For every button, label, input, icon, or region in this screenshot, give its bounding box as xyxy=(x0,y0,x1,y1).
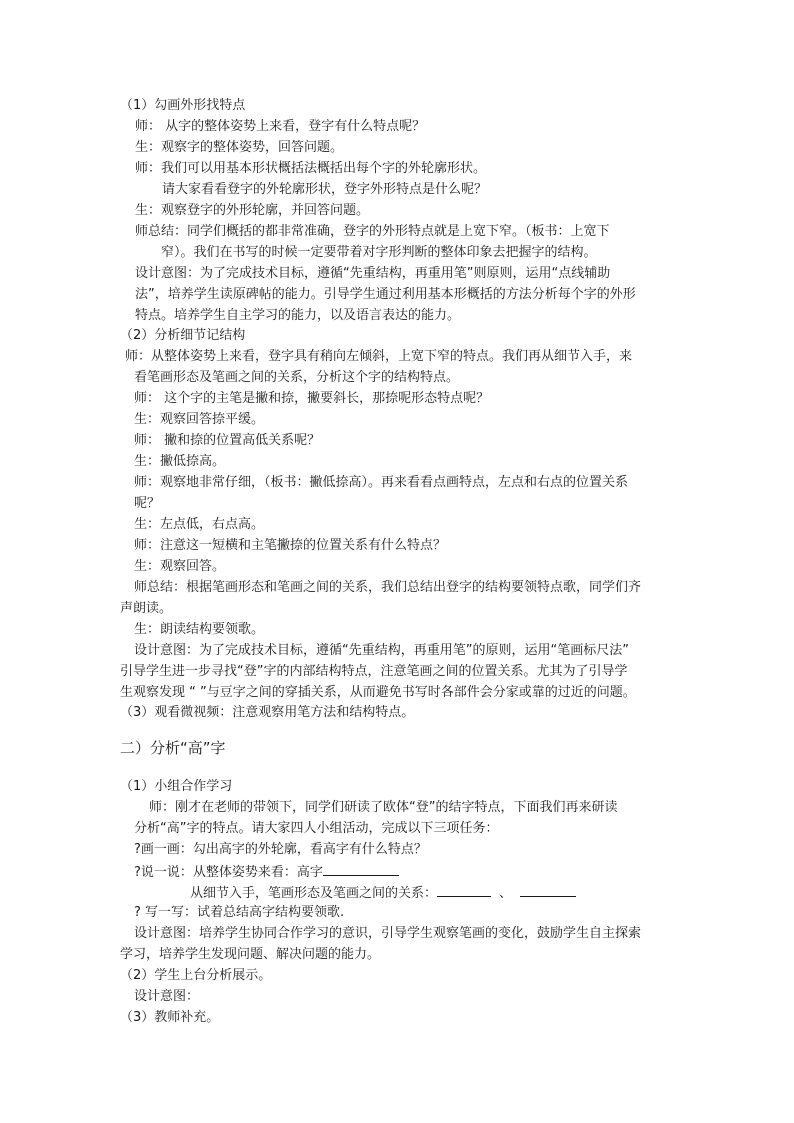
paragraph-line: 特点。培养学生自主学习的能力，以及语言表达的能力。 xyxy=(135,308,461,323)
paragraph-line: 师： 从字的整体姿势上来看，登字有什么特点呢？ xyxy=(135,119,426,134)
paragraph-line: 窄）。我们在书写的时候一定要带着对字形判断的整体印象去把握字的结构。 xyxy=(161,245,597,260)
paragraph-line: 师：刚才在老师的带领下，同学们研读了欧体“登”的结字特点，下面我们再来研读 xyxy=(149,800,618,815)
subsection-title: （2）学生上台分析展示。 xyxy=(120,968,272,983)
paragraph-line: 声朗读。 xyxy=(120,601,173,616)
paragraph-line: 分析“高”字的特点。请大家四人小组活动，完成以下三项任务： xyxy=(134,821,499,836)
paragraph-line: 法”，培养学生读原碑帖的能力。引导学生通过利用基本形概括的方法分析每个字的外形 xyxy=(135,287,636,302)
paragraph-line: 生：观察回答。 xyxy=(134,559,226,574)
task-line: ?画一画：勾出高字的外轮廓，看高字有什么特点？ xyxy=(134,842,427,857)
paragraph-line: 师：观察地非常仔细，（板书：撇低捺高）。再来看看点画特点，左点和右点的位置关系 xyxy=(134,475,629,490)
paragraph-line: 生观察发现 “ ”与豆字之间的穿插关系，从而避免书写时各部件会分家或靠的过近的问题。 xyxy=(120,685,636,700)
answer-blank[interactable] xyxy=(520,882,576,897)
subsection-title: （1）小组合作学习 xyxy=(120,779,233,794)
task-line xyxy=(134,861,399,883)
task-line: ? 写一写：试着总结高字结构要领歌. xyxy=(134,905,345,920)
paragraph-line: 师：注意这一短横和主笔撇捺的位置关系有什么特点？ xyxy=(134,538,447,553)
subsection-title: （3）教师补充。 xyxy=(120,1010,220,1025)
section-2-title: （2）分析细节记结构 xyxy=(120,328,246,343)
task-text: ?说一说：从整体姿势来看：高字 xyxy=(134,865,323,880)
paragraph-line: 呢？ xyxy=(134,496,161,511)
paragraph-line: 师：从整体姿势上来看，登字具有稍向左倾斜，上宽下窄的特点。我们再从细节入手，来 xyxy=(125,349,633,364)
separator: 、 xyxy=(499,886,513,901)
paragraph-line: 生：朗读结构要领歌。 xyxy=(134,622,265,637)
paragraph-line: 师总结：根据笔画形态和笔画之间的关系，我们总结出登字的结构要领特点歌，同学们齐 xyxy=(134,580,642,595)
paragraph-line: 生：观察登字的外形轮廓，并回答问题。 xyxy=(135,203,370,218)
answer-blank[interactable] xyxy=(437,882,491,897)
paragraph-line: 请大家看看登字的外轮廓形状，登字外形特点是什么呢？ xyxy=(162,182,488,197)
paragraph-line: 设计意图：培养学生协同合作学习的意识，引导学生观察笔画的变化，鼓励学生自主探索 xyxy=(134,926,642,941)
paragraph-line: 设计意图： xyxy=(134,989,200,1004)
paragraph-line: 师： 这个字的主笔是撇和捺，撇要斜长，那捺呢形态特点呢？ xyxy=(134,391,490,406)
paragraph-line: 师：我们可以用基本形状概括法概括出每个字的外轮廓形状。 xyxy=(135,161,487,176)
answer-blank[interactable] xyxy=(323,861,399,876)
section-3-title: （3）观看微视频：注意观察用笔方法和结构特点。 xyxy=(120,705,415,720)
paragraph-line: 生：观察回答捺平缓。 xyxy=(134,412,265,427)
task-text: 从细节入手，笔画形态及笔画之间的关系： xyxy=(190,886,438,901)
paragraph-line: 生：撇低捺高。 xyxy=(134,454,226,469)
section-1-title: （1）勾画外形找特点 xyxy=(120,98,246,113)
paragraph-line: 师： 撇和捺的位置高低关系呢？ xyxy=(134,433,321,448)
paragraph-line: 学习，培养学生发现问题、解决问题的能力。 xyxy=(120,947,381,962)
paragraph-line: 设计意图：为了完成技术目标，遵循“先重结构，再重用笔”则原则，运用“点线辅助 xyxy=(135,266,611,281)
task-line xyxy=(190,882,576,904)
paragraph-line: 生：观察字的整体姿势，回答问题。 xyxy=(135,140,344,155)
paragraph-line: 设计意图：为了完成技术目标，遵循“先重结构，再重用笔”的原则，运用“笔画标尺法” xyxy=(134,643,629,658)
paragraph-line: 引导学生进一步寻找“登”字的内部结构特点，注意笔画之间的位置关系。尤其为了引导学 xyxy=(120,664,628,679)
paragraph-line: 师总结：同学们概括的都非常准确，登字的外形特点就是上宽下窄。（板书：上宽下 xyxy=(135,224,610,239)
paragraph-line: 看笔画形态及笔画之间的关系，分析这个字的结构特点。 xyxy=(134,370,460,385)
part-2-heading: 二）分析“高”字 xyxy=(120,739,226,757)
paragraph-line: 生：左点低，右点高。 xyxy=(134,517,265,532)
